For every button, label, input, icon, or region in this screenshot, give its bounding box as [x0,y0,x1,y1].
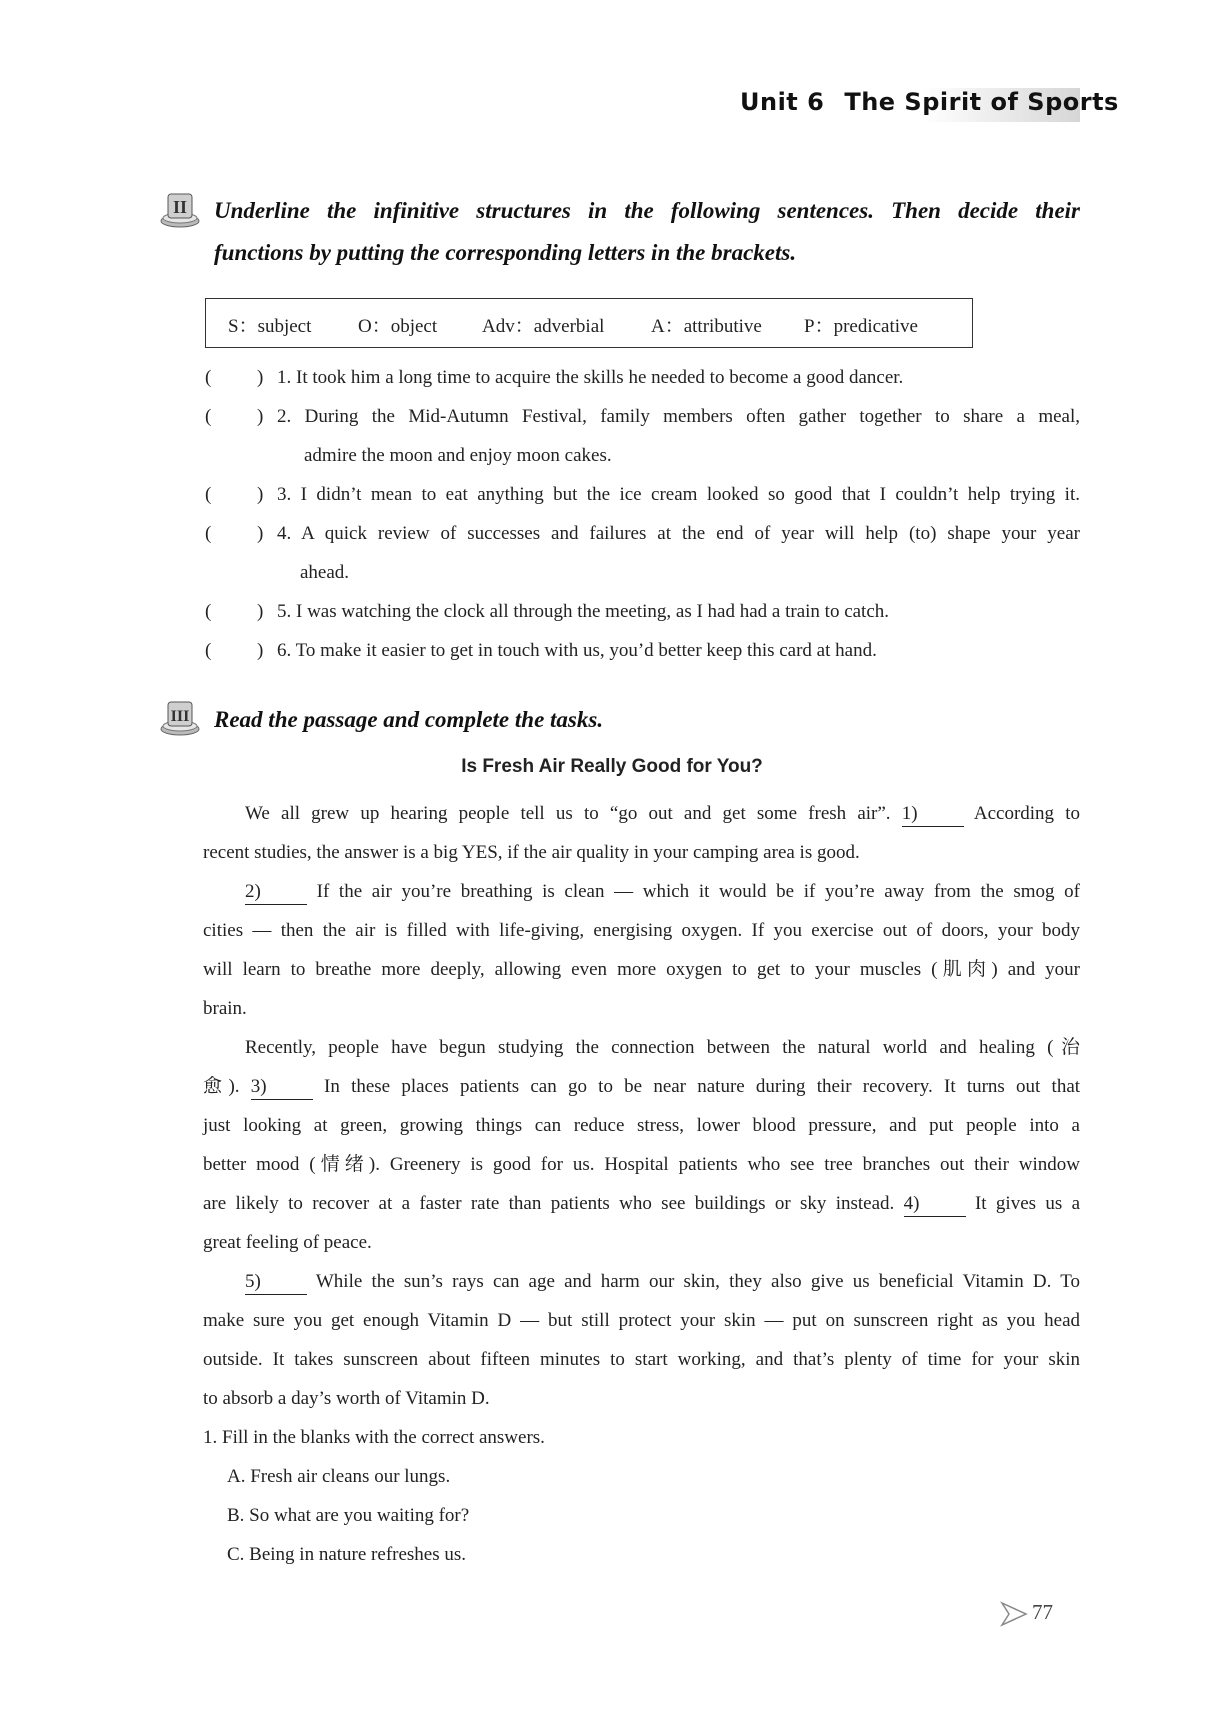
answer-bracket-open[interactable]: ( [205,640,212,661]
paragraph-4-line-1 [245,1267,1080,1297]
paragraph-3-line-1: Recently, people have begun studying the connection between the natural world and healing (治 [245,1037,1080,1058]
paragraph-1-line-2: recent studies, the answer is a big YES, if the air quality in your camping area is good. [203,842,860,863]
task-1-instruction: 1. Fill in the blanks with the correct answers. [203,1427,545,1448]
answer-bracket-close: ) [257,640,264,661]
question-text-continued: ahead. [300,562,350,583]
option-c: C. Being in nature refreshes us. [227,1544,467,1565]
section-numeral-iii: III [170,708,190,725]
answer-bracket-close: ) [257,484,264,505]
option-b: B. So what are you waiting for? [227,1505,470,1526]
section-ii-instruction-line1: Underline the infinitive structures in the following sentences. Then decide their [214,198,1080,223]
section-numeral-ii: II [172,197,188,217]
legend-predicative: P：predicative [804,316,918,337]
paragraph-4-line-2: make sure you get enough Vitamin D — but still protect your skin — put on sunscreen right as you head [203,1310,1080,1331]
unit-title [740,88,1119,116]
blank-2[interactable]: 2) [245,880,307,905]
blank-1[interactable]: 1) [902,802,964,827]
paragraph-3-line-3: just looking at green, growing things can reduce stress, lower blood pressure, and put people into a [203,1115,1080,1136]
answer-bracket-open[interactable]: ( [205,484,212,505]
legend-adverbial: Adv：adverbial [482,316,605,337]
page-number: 77 [1032,1600,1053,1624]
section-numeral-iii-icon [160,699,200,737]
paragraph-2-line-3: will learn to breathe more deeply, allowing even more oxygen to get to your muscles (肌肉) and your [203,959,1080,980]
answer-bracket-close: ) [257,367,264,388]
paragraph-2-line-1 [245,877,1080,907]
blank-3[interactable]: 3) [251,1075,313,1100]
legend-subject: S：subject [228,316,312,337]
legend-attributive: A：attributive [651,316,762,337]
legend-object: O：object [358,316,438,337]
paragraph-3-line-4: better mood (情绪). Greenery is good for us. Hospital patients who see tree branches out their window [203,1154,1080,1175]
section-ii-instruction-line2: functions by putting the corresponding letters in the brackets. [214,240,797,265]
blank-5[interactable]: 5) [245,1270,307,1295]
question-text: 4. A quick review of successes and failures at the end of year will help (to) shape your year [277,523,1080,544]
question-text: 6. To make it easier to get in touch with us, you’d better keep this card at hand. [277,640,877,661]
paragraph-2-line-4: brain. [203,998,247,1019]
page-arrow-icon [1000,1601,1028,1627]
question-text: 1. It took him a long time to acquire the skills he needed to become a good dancer. [277,367,904,388]
text-span: In these places patients can go to be near nature during their recovery. It turns out that [324,1076,1081,1097]
answer-bracket-close: ) [257,406,264,427]
answer-bracket-close: ) [257,523,264,544]
text-span: It gives us a [974,1193,1081,1214]
answer-bracket-open[interactable]: ( [205,523,212,544]
unit-label: Unit 6 [740,88,825,116]
section-numeral-ii-icon [160,191,200,229]
passage-title: Is Fresh Air Really Good for You? [461,756,763,777]
text-span: According to [973,803,1080,824]
option-a: A. Fresh air cleans our lungs. [227,1466,451,1487]
paragraph-3-line-2 [203,1072,1080,1102]
answer-bracket-open[interactable]: ( [205,367,212,388]
paragraph-3-line-5 [203,1189,1080,1219]
text-span: 愈). [203,1076,240,1097]
function-legend [205,298,973,348]
answer-bracket-close: ) [257,601,264,622]
text-span: If the air you’re breathing is clean — which it would be if you’re away from the smog of [316,881,1080,902]
paragraph-2-line-2: cities — then the air is filled with life-giving, energising oxygen. If you exercise out of doors, your body [203,920,1080,941]
paragraph-1-line-1 [245,799,1080,829]
paragraph-3-line-6: great feeling of peace. [203,1232,372,1253]
paragraph-4-line-4: to absorb a day’s worth of Vitamin D. [203,1388,490,1409]
unit-name: The Spirit of Sports [844,88,1119,116]
text-span: are likely to recover at a faster rate than patients who see buildings or sky instead. [203,1193,895,1214]
paragraph-4-line-3: outside. It takes sunscreen about fifteen minutes to start working, and that’s plenty of time for your skin [203,1349,1080,1370]
answer-bracket-open[interactable]: ( [205,406,212,427]
answer-bracket-open[interactable]: ( [205,601,212,622]
text-span: While the sun’s rays can age and harm our skin, they also give us beneficial Vitamin D. To [315,1271,1080,1292]
section-iii-instruction: Read the passage and complete the tasks. [214,707,604,732]
question-text-continued: admire the moon and enjoy moon cakes. [304,445,612,466]
question-text: 5. I was watching the clock all through the meeting, as I had had a train to catch. [277,601,890,622]
text-span: We all grew up hearing people tell us to “go out and get some fresh air”. [245,803,891,824]
blank-4[interactable]: 4) [904,1192,966,1217]
question-text: 3. I didn’t mean to eat anything but the ice cream looked so good that I couldn’t help trying it. [277,484,1080,505]
question-text: 2. During the Mid-Autumn Festival, family members often gather together to share a meal, [277,406,1080,427]
